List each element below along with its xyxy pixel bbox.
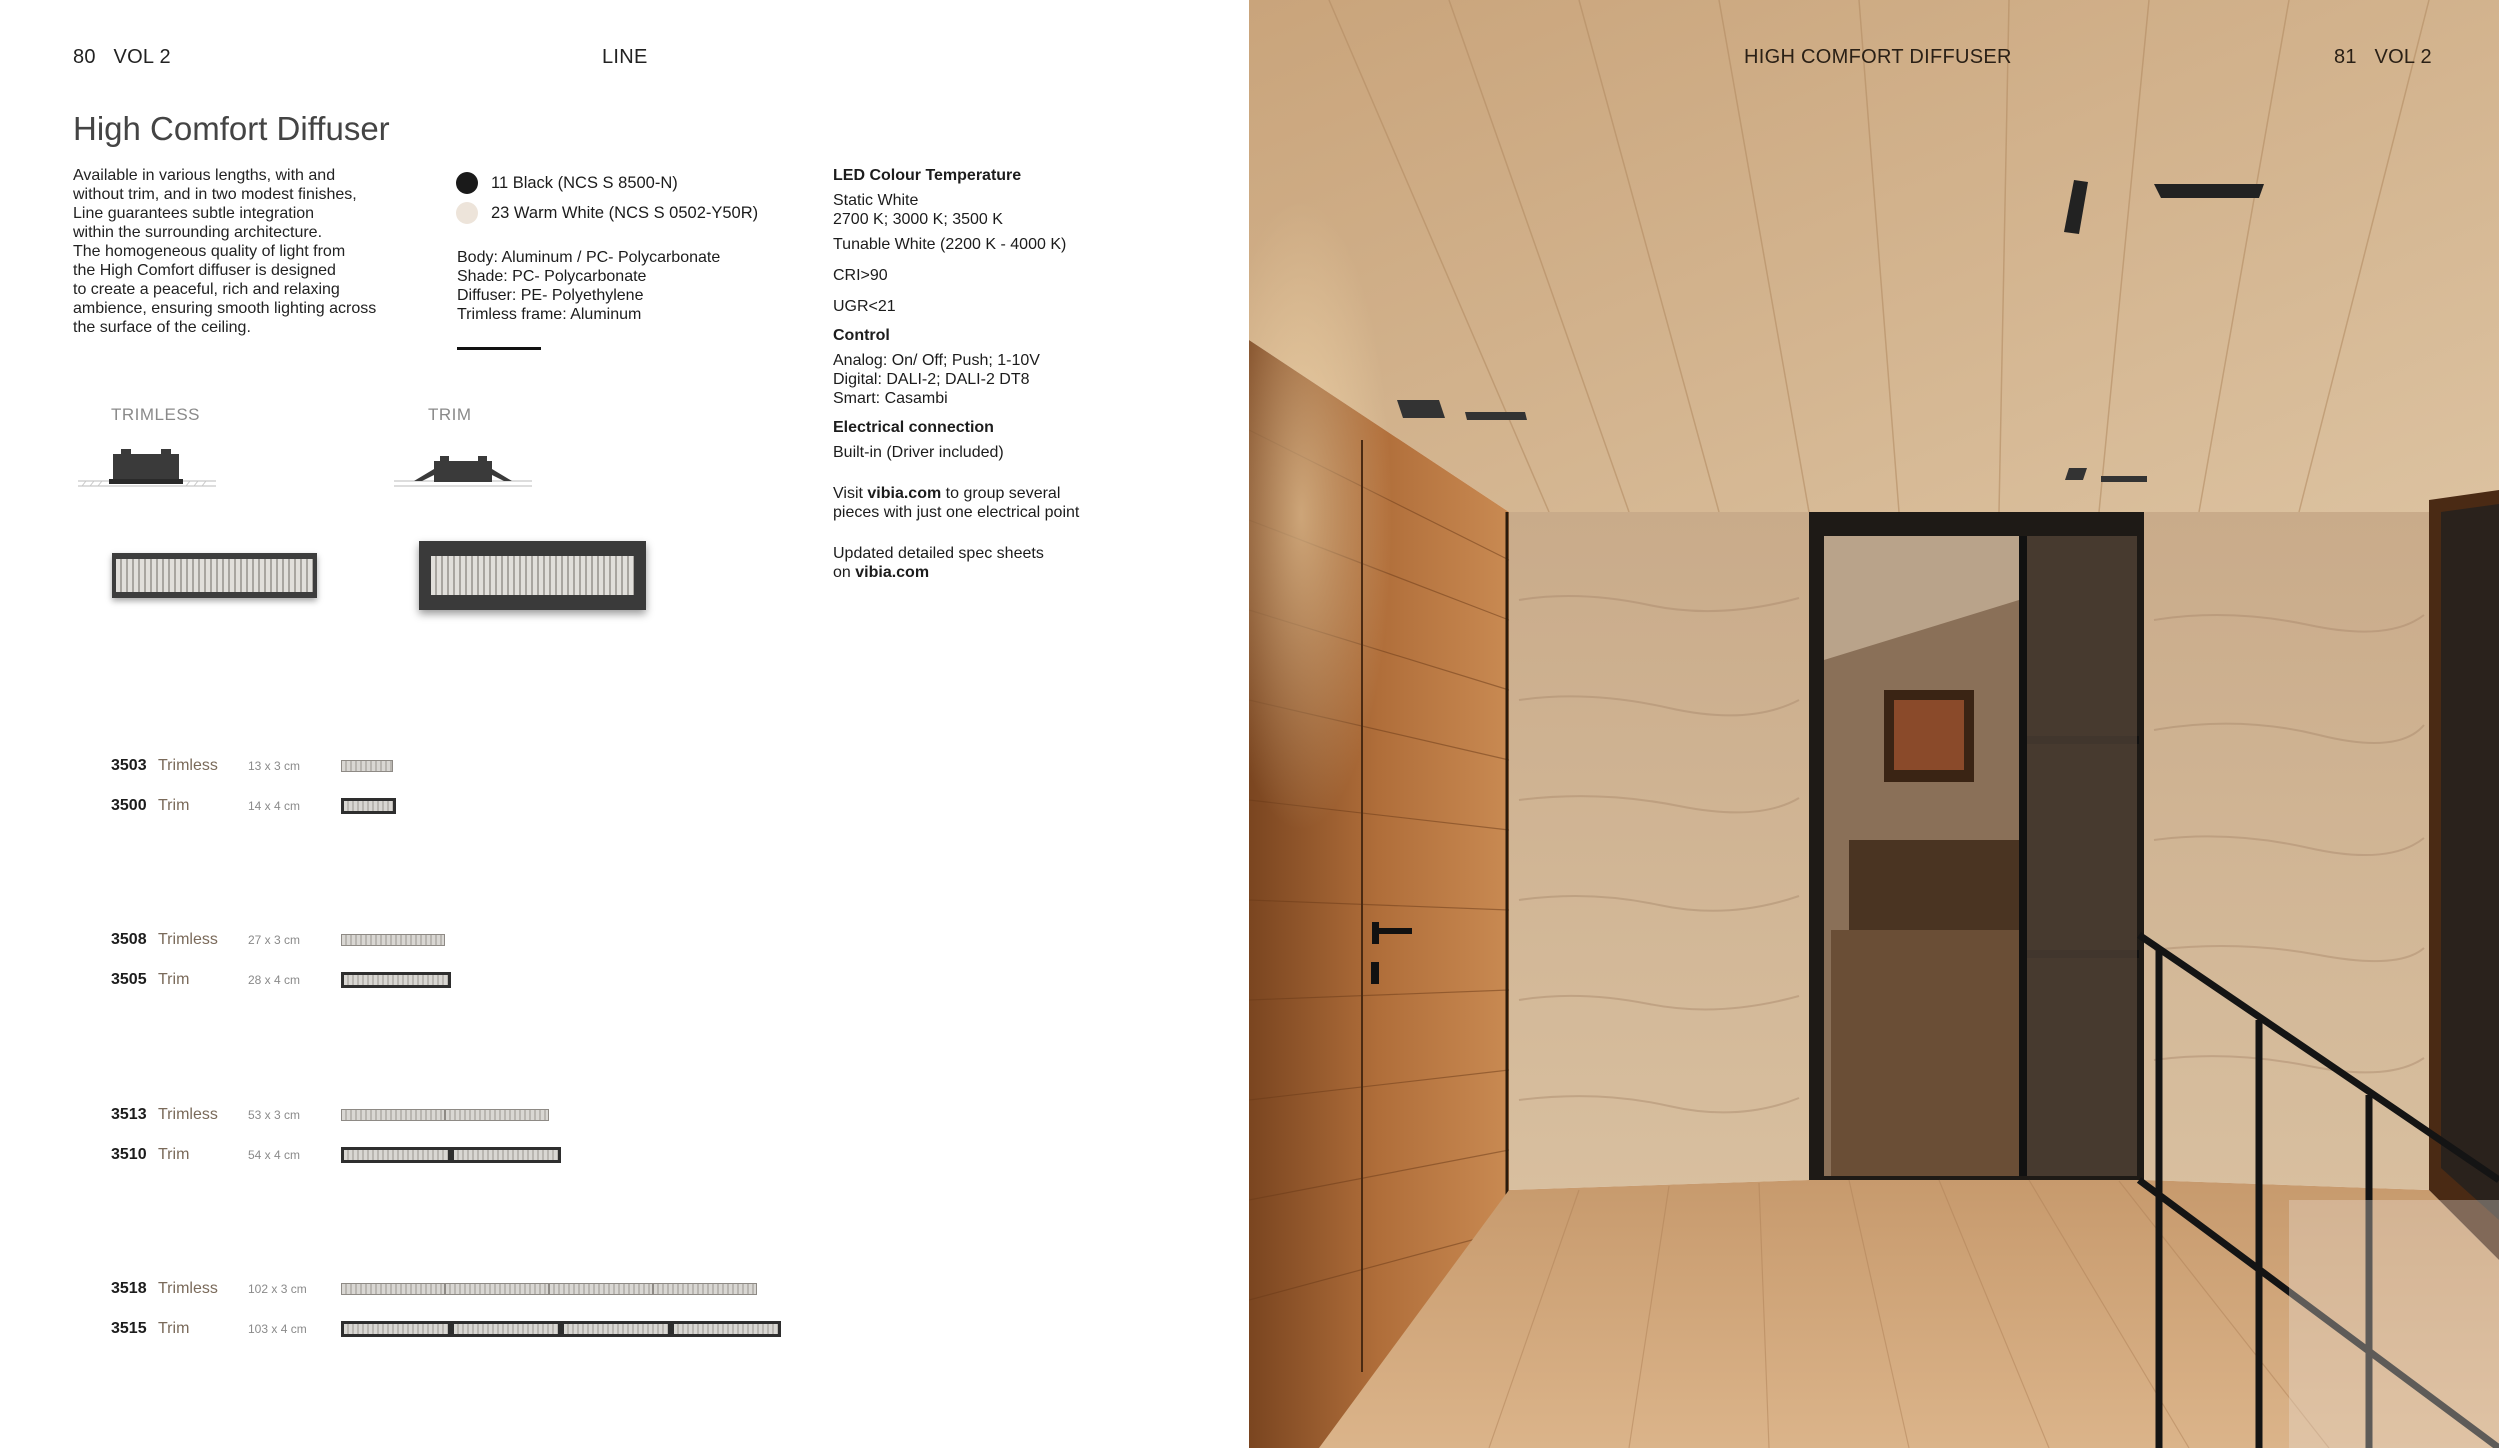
page-title: High Comfort Diffuser <box>73 110 390 147</box>
warm-white-swatch-icon <box>456 202 478 224</box>
product-row <box>111 929 445 951</box>
product-bar-segment <box>341 972 451 988</box>
product-type: Trimless <box>158 1280 218 1297</box>
right-page-number: 81 VOL 2 <box>2334 46 2432 68</box>
trimless-label: TRIMLESS <box>111 405 201 424</box>
intro-text: Available in various lengths, with and without trim, and in two modest finishes, Line guarantees subtle integration within the surrounding architecture. The homogeneous quality of light from the High Comfort diffuser is designed to create a peaceful, rich and relaxing ambience, ensuring smooth lighting across the surface of the ceiling. <box>73 167 377 336</box>
product-bar-diagram <box>341 1321 781 1337</box>
product-bar-segment <box>341 1321 451 1337</box>
product-bar-diagram <box>341 1283 757 1295</box>
finish-warm-white: 23 Warm White (NCS S 0502-Y50R) <box>456 198 758 228</box>
product-bar-diagram <box>341 934 445 946</box>
led-heading: LED Colour Temperature <box>833 167 1022 184</box>
trim-section-diagram <box>392 455 537 491</box>
product-bar-segment <box>341 760 393 772</box>
left-page <box>0 0 1249 1448</box>
product-type: Trim <box>158 1320 190 1337</box>
product-dimensions: 13 x 3 cm <box>248 759 301 773</box>
product-code: 3503 <box>111 757 147 774</box>
product-bar-diagram <box>341 1147 561 1163</box>
product-bar-segment <box>451 1321 561 1337</box>
product-row <box>111 755 393 777</box>
vibia-link[interactable]: vibia.com <box>867 485 942 502</box>
product-row <box>111 795 396 817</box>
control-heading: Control <box>833 327 890 344</box>
materials-list: Body: Aluminum / PC- Polycarbonate Shade: PC- Polycarbonate Diffuser: PE- Polyethylene Trimless frame: Aluminum <box>457 249 721 323</box>
product-dimensions: 28 x 4 cm <box>248 973 301 987</box>
product-bar-segment <box>341 798 396 814</box>
product-bar-segment <box>671 1321 781 1337</box>
spec-column: LED Colour Temperature Static White 2700 K; 3000 K; 3500 K Tunable White (2200 K - 4000 K) CRI>90 UGR<21 Control Analog: On/ Off; Push; 1-10V Digital: DALI-2; DALI-2 DT8 Smart: Casambi Electrical connection Built-in (Driver included) Visit vibia.com to group several pieces with just one electrical point Updated detailed spec sheets on vibia.com <box>833 166 1163 582</box>
product-code: 3518 <box>111 1280 147 1297</box>
product-row <box>111 969 451 991</box>
product-code: 3515 <box>111 1320 147 1337</box>
product-code: 3500 <box>111 797 147 814</box>
divider <box>457 347 541 350</box>
product-code: 3513 <box>111 1106 147 1123</box>
product-type: Trimless <box>158 1106 218 1123</box>
product-code: 3510 <box>111 1146 147 1163</box>
product-bar-diagram <box>341 760 393 772</box>
product-bar-segment <box>653 1283 757 1295</box>
product-bar-segment <box>341 1109 445 1121</box>
product-type: Trim <box>158 797 190 814</box>
finish-list <box>456 168 758 228</box>
product-row <box>111 1104 549 1126</box>
product-bar-segment <box>561 1321 671 1337</box>
product-bar-segment <box>341 1283 445 1295</box>
section-name: LINE <box>602 46 648 68</box>
product-type: Trimless <box>158 757 218 774</box>
product-type: Trim <box>158 1146 190 1163</box>
product-bar-segment <box>445 1283 549 1295</box>
updated-note: on vibia.com <box>833 564 930 581</box>
product-bar-segment <box>341 1147 451 1163</box>
trimless-section-diagram <box>76 448 221 490</box>
product-bar-diagram <box>341 1109 549 1121</box>
product-bar-segment <box>341 934 445 946</box>
product-type: Trim <box>158 971 190 988</box>
product-bar-diagram <box>341 972 451 988</box>
finish-black: 11 Black (NCS S 8500-N) <box>456 168 758 198</box>
product-bar-diagram <box>341 798 396 814</box>
trim-front-view <box>419 541 646 610</box>
product-row <box>111 1278 757 1300</box>
product-bar-segment <box>451 1147 561 1163</box>
product-dimensions: 102 x 3 cm <box>248 1282 307 1296</box>
product-row <box>111 1144 561 1166</box>
product-dimensions: 27 x 3 cm <box>248 933 301 947</box>
product-code: 3508 <box>111 931 147 948</box>
product-dimensions: 103 x 4 cm <box>248 1322 307 1336</box>
hallway-photo-illustration <box>1249 0 2499 1448</box>
black-swatch-icon <box>456 172 478 194</box>
trimless-front-view <box>112 553 317 598</box>
product-type: Trimless <box>158 931 218 948</box>
vibia-link-2[interactable]: vibia.com <box>855 564 930 581</box>
product-code: 3505 <box>111 971 147 988</box>
product-dimensions: 14 x 4 cm <box>248 799 301 813</box>
product-row <box>111 1318 781 1340</box>
product-bar-segment <box>445 1109 549 1121</box>
visit-note: Visit vibia.com to group several <box>833 485 1061 502</box>
trim-label: TRIM <box>428 405 472 424</box>
product-bar-segment <box>549 1283 653 1295</box>
electrical-heading: Electrical connection <box>833 419 994 436</box>
right-page-title: HIGH COMFORT DIFFUSER <box>1744 46 2012 68</box>
interior-photo <box>1249 0 2499 1448</box>
product-dimensions: 54 x 4 cm <box>248 1148 301 1162</box>
product-dimensions: 53 x 3 cm <box>248 1108 301 1122</box>
left-page-number: 80 VOL 2 <box>73 46 171 68</box>
